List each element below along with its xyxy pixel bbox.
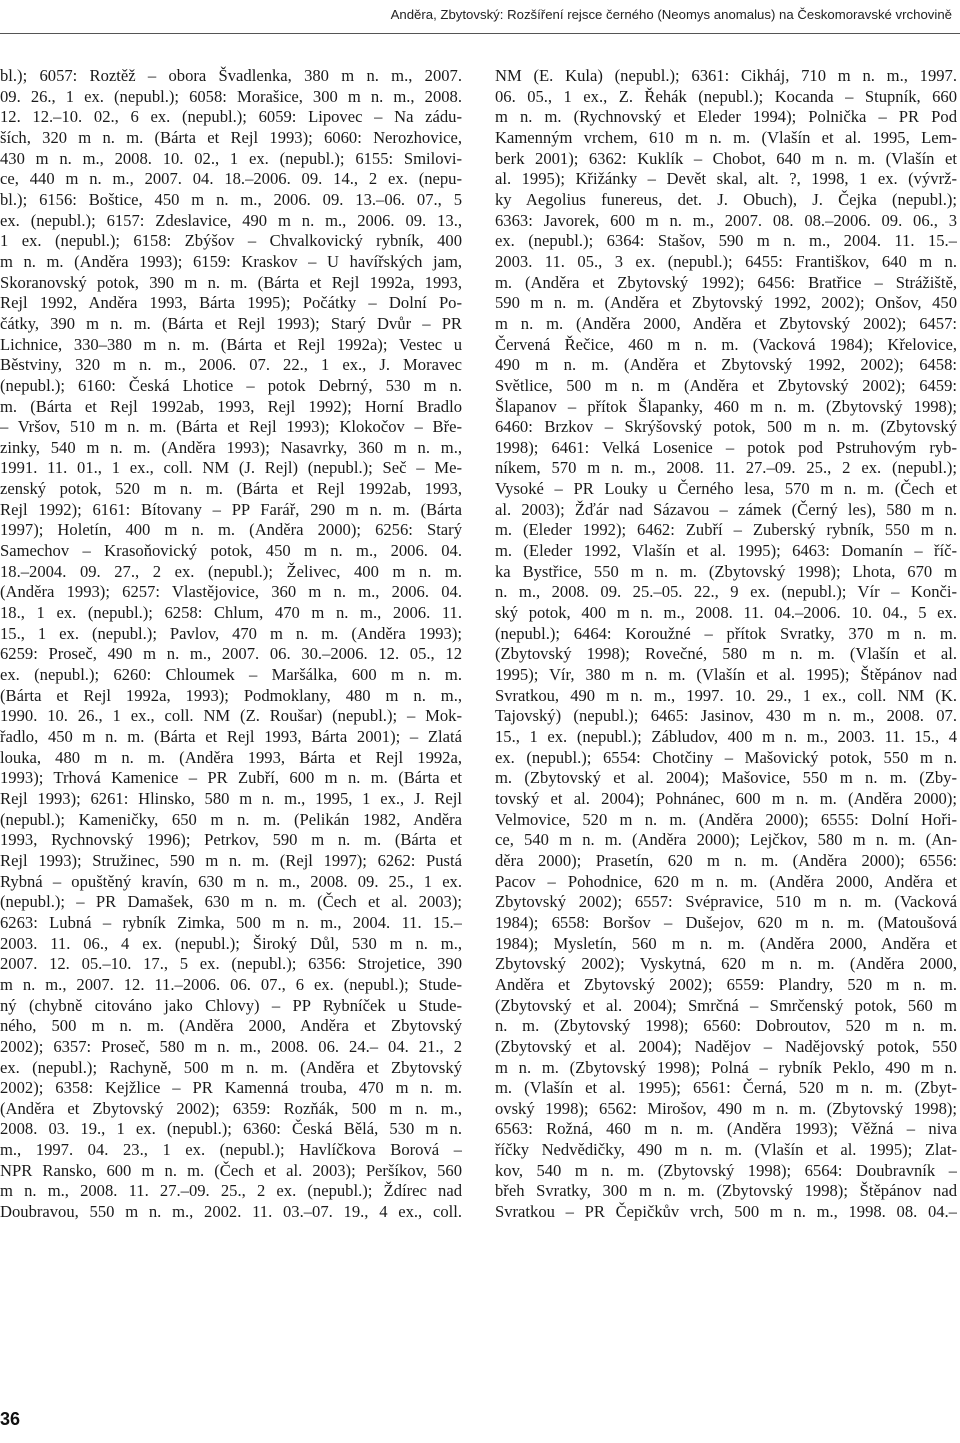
left-column-line: bl.); 6057: Roztěž – obora Švadlenka, 380 m n. m., 2007. bbox=[0, 66, 462, 85]
left-column-line: m n. m. (Anděra 1993); 6159: Kraskov – U havířských jam, bbox=[0, 251, 462, 271]
right-column-line: 6460: Brzkov – Skrýšovský potok, 500 m n. m. (Zbytovský bbox=[495, 417, 957, 437]
right-column-line: tovský et al. 2004); Pohnánec, 600 m n. m. (Anděra 2000); bbox=[495, 788, 957, 808]
left-column-line: 6263: Lubná – rybník Zimka, 500 m n. m., 2004. 11. 15.– bbox=[0, 912, 462, 932]
right-column-line: m. (Vlašín et al. 1995); 6561: Černá, 520 m n. m. (Zbyt- bbox=[495, 1078, 957, 1098]
right-column-line: níkem, 570 m n. m., 2008. 11. 27.–09. 25., 2 ex. (nepubl.); bbox=[495, 458, 957, 478]
left-column-line: zinky, 540 m n. m. (Anděra 1993); Nasavrky, 360 m n. m., bbox=[0, 437, 462, 457]
right-column-line: m n. m. (Rychnovský et Eleder 1994); Polnička – PR Pod bbox=[495, 107, 957, 127]
left-column-line: 15., 1 ex. (nepubl.); Pavlov, 470 m n. m. (Anděra 1993); bbox=[0, 623, 462, 643]
left-column-line: Rejl 1992, Anděra 1993, Bárta 1995); Počátky – Dolní Po- bbox=[0, 293, 462, 313]
right-column-line: Tajovský) (nepubl.); 6465: Jasinov, 430 m n. m., 2008. 07. bbox=[495, 706, 957, 726]
right-column-line: Svratkou, 490 m n. m., 1997. 10. 29., 1 ex., coll. NM (K. bbox=[495, 685, 957, 705]
right-column-line: děra 2000); Prasetín, 620 m n. m. (Anděra 2000); 6556: bbox=[495, 850, 957, 870]
right-column-line: berk 2001); 6362: Kuklík – Chobot, 640 m n. m. (Vlašín et bbox=[495, 148, 957, 168]
right-column-line: 490 m n. m. (Anděra et Zbytovský 1992, 2002); 6458: bbox=[495, 355, 957, 375]
right-column-line: m. (Eleder 1992); 6462: Zubří – Zuberský rybník, 550 m n. bbox=[495, 520, 957, 540]
left-column-line: 2002); 6357: Proseč, 580 m n. m., 2008. 06. 24.– 04. 21., 2 bbox=[0, 1036, 462, 1056]
left-column-line: m n. m., 2008. 11. 27.–09. 25., 2 ex. (nepubl.); Ždírec nad bbox=[0, 1181, 462, 1201]
left-column-line: 1997); Holetín, 400 m n. m. (Anděra 2000); 6256: Starý bbox=[0, 520, 462, 540]
right-column-line: 1984); Mysletín, 560 m n. m. (Anděra 2000, Anděra et bbox=[495, 933, 957, 953]
left-column-line: 18., 1 ex. (nepubl.); 6258: Chlum, 470 m n. m., 2006. 11. bbox=[0, 603, 462, 623]
left-column-line: ších, 320 m n. m. (Bárta et Rejl 1993); 6060: Nerozhovice, bbox=[0, 127, 462, 147]
left-column-line: 18.–2004. 09. 27., 2 ex. (nepubl.); Želivec, 400 m n. m. bbox=[0, 561, 462, 581]
right-column-line: ovský 1998); 6562: Mirošov, 490 m n. m. (Zbytovský 1998); bbox=[495, 1098, 957, 1118]
right-column-line: ky Aegolius funereus, det. J. Obuch), J. Čejka (nepubl.); bbox=[495, 189, 957, 209]
right-column-line: ex. (nepubl.); 6554: Chotčiny – Mašovický potok, 550 m n. bbox=[495, 747, 957, 767]
right-column-line: m. (Eleder 1992, Vlašín et al. 1995); 6463: Domanín – říč- bbox=[495, 541, 957, 561]
left-column-line: 09. 26., 1 ex. (nepubl.); 6058: Morašice, 300 m n. m., 2008. bbox=[0, 86, 462, 106]
right-column-line: Pacov – Pohodnice, 620 m n. m. (Anděra 2000, Anděra et bbox=[495, 871, 957, 891]
right-column-line: Světlice, 500 m n. m (Anděra et Zbytovský 2002); 6459: bbox=[495, 375, 957, 395]
right-column-line: ce, 540 m n. m. (Anděra 2000); Lejčkov, 580 m n. m. (An- bbox=[495, 830, 957, 850]
running-header: Anděra, Zbytovský: Rozšíření rejsce černého (Neomys anomalus) na Českomoravské vrchovině bbox=[390, 7, 952, 22]
left-column-line: (nepubl.); 6160: Česká Lhotice – potok Debrný, 530 m n. bbox=[0, 375, 462, 395]
left-column bbox=[0, 66, 462, 1223]
right-column-line: al. 1995); Křižánky – Devět skal, alt. ?, 1998, 1 ex. (vývrž- bbox=[495, 169, 957, 189]
left-column-line: 430 m n. m., 2008. 10. 02., 1 ex. (nepubl.); 6155: Smilovi- bbox=[0, 148, 462, 168]
right-column-line: NM (E. Kula) (nepubl.); 6361: Cikháj, 710 m n. m., 1997. bbox=[495, 66, 957, 85]
left-column-line: Samechov – Krasoňovický potok, 450 m n. m., 2006. 04. bbox=[0, 541, 462, 561]
right-column-line: Velmovice, 520 m n. m. (Anděra 2000); 6555: Dolní Hoři- bbox=[495, 809, 957, 829]
right-column-line: m n. m. (Anděra 2000, Anděra et Zbytovský 2002); 6457: bbox=[495, 313, 957, 333]
right-column-line: m n. m. (Zbytovský 1998); Polná – rybník Peklo, 490 m n. bbox=[495, 1057, 957, 1077]
left-column-line: 2003. 11. 06., 4 ex. (nepubl.); Široký Důl, 530 m n. m., bbox=[0, 933, 462, 953]
right-column-line: 1995); Vír, 380 m n. m. (Vlašín et al. 1995); Štěpánov nad bbox=[495, 665, 957, 685]
right-column-line: ka Bystřice, 550 m n. m. (Zbytovský 1998); Lhota, 670 m bbox=[495, 561, 957, 581]
right-column-line: 1998); 6461: Velká Losenice – potok pod Pstruhovým ryb- bbox=[495, 437, 957, 457]
left-column-line: Skoranovský potok, 390 m n. m. (Bárta et Rejl 1992a, 1993, bbox=[0, 272, 462, 292]
right-column-line: 6563: Rožná, 460 m n. m. (Anděra 1993); Věžná – niva bbox=[495, 1119, 957, 1139]
right-column-line: n. m., 2008. 09. 25.–05. 22., 9 ex. (nepubl.); Vír – Konči- bbox=[495, 582, 957, 602]
page-number: 36 bbox=[0, 1409, 21, 1429]
right-column-line: břeh Svratky, 300 m n. m. (Zbytovský 1998); Štěpánov nad bbox=[495, 1181, 957, 1201]
right-column-line: (Zbytovský et al. 2004); Smrčná – Smrčenský potok, 560 m bbox=[495, 995, 957, 1015]
right-column-line: říčky Nedvědičky, 490 m n. m. (Vlašín et al. 1995); Zlat- bbox=[495, 1140, 957, 1160]
right-column-line: 590 m n. m. (Anděra et Zbytovský 1992, 2002); Onšov, 450 bbox=[495, 293, 957, 313]
right-column-line: Šlapanov – přítok Šlapanky, 460 m n. m. (Zbytovský 1998); bbox=[495, 396, 957, 416]
left-column-line: (nepubl.); – PR Damašek, 630 m n. m. (Čech et al. 2003); bbox=[0, 892, 462, 912]
left-column-line: (Anděra et Zbytovský 2002); 6359: Rozňák, 500 m n. m., bbox=[0, 1098, 462, 1118]
left-column-line: m. (Bárta et Rejl 1992ab, 1993, Rejl 1992); Horní Bradlo bbox=[0, 396, 462, 416]
left-column-line: Rejl 1993); Stružinec, 590 m n. m. (Rejl 1997); 6262: Pustá bbox=[0, 850, 462, 870]
left-column-line: 1 ex. (nepubl.); 6158: Zbýšov – Chvalkovický rybník, 400 bbox=[0, 231, 462, 251]
left-column-line: 1991. 11. 01., 1 ex., coll. NM (J. Rejl) (nepubl.); Seč – Me- bbox=[0, 458, 462, 478]
left-column-line: ex. (nepubl.); 6157: Zdeslavice, 490 m n. m., 2006. 09. 13., bbox=[0, 210, 462, 230]
right-column-line: Vysoké – PR Louky u Černého lesa, 570 m n. m. (Čech et bbox=[495, 479, 957, 499]
right-column-line: 6363: Javorek, 600 m n. m., 2007. 08. 08.–2006. 09. 06., 3 bbox=[495, 210, 957, 230]
left-column-line: 12. 12.–10. 02., 6 ex. (nepubl.); 6059: Lipovec – Na zádu- bbox=[0, 107, 462, 127]
right-column-line: Zbytovský 2002); 6557: Svépravice, 510 m n. m. (Vacková bbox=[495, 892, 957, 912]
left-column-line: ný (chybně citováno jako Chlovy) – PP Rybníček u Stude- bbox=[0, 995, 462, 1015]
left-column-line: zenský potok, 520 m n. m. (Bárta et Rejl 1992ab, 1993, bbox=[0, 479, 462, 499]
left-column-line: (Bárta et Rejl 1992a, 1993); Podmoklany, 480 m n. m., bbox=[0, 685, 462, 705]
left-column-line: řadlo, 450 m n. m. (Bárta et Rejl 1993, Bárta 2001); – Zlatá bbox=[0, 727, 462, 746]
right-column-line: (Zbytovský 1998); Rovečné, 580 m n. m. (Vlašín et al. bbox=[495, 644, 957, 664]
right-column bbox=[495, 66, 957, 1223]
right-column-line: Zbytovský 2002); Vyskytná, 620 m n. m. (Anděra 2000, bbox=[495, 954, 957, 974]
left-column-line: ex. (nepubl.); Rachyně, 500 m n. m. (Anděra et Zbytovský bbox=[0, 1057, 462, 1077]
left-column-line: ného, 500 m n. m. (Anděra 2000, Anděra et Zbytovský bbox=[0, 1016, 462, 1036]
left-column-line: Rybná – opuštěný kravín, 630 m n. m., 2008. 09. 25., 1 ex. bbox=[0, 871, 462, 891]
left-column-line: Rejl 1992); 6161: Bítovany – PP Farář, 290 m n. m. (Bárta bbox=[0, 499, 462, 519]
right-column-line: al. 2003); Žďár nad Sázavou – zámek (Černý les), 580 m n. bbox=[495, 499, 957, 519]
left-column-line: Lichnice, 330–380 m n. m. (Bárta et Rejl 1992a); Vestec u bbox=[0, 334, 462, 354]
left-column-line: 2008. 03. 19., 1 ex. (nepubl.); 6360: Česká Bělá, 530 m n. bbox=[0, 1119, 462, 1139]
left-column-line: 1993); Trhová Kamenice – PR Zubří, 600 m n. m. (Bárta et bbox=[0, 768, 462, 788]
right-column-line: (nepubl.); 6464: Koroužné – přítok Svratky, 370 m n. m. bbox=[495, 623, 957, 643]
right-column-line: 2003. 11. 05., 3 ex. (nepubl.); 6455: Františkov, 640 m n. bbox=[495, 251, 957, 271]
right-column-line: kov, 540 m n. m. (Zbytovský 1998); 6564: Doubravník – bbox=[495, 1160, 957, 1180]
right-column-line: ský potok, 400 m n. m., 2008. 11. 04.–2006. 10. 04., 5 ex. bbox=[495, 603, 957, 623]
left-column-line: (nepubl.); Kameničky, 650 m n. m. (Pelikán 1982, Anděra bbox=[0, 809, 462, 829]
right-column-line: 06. 05., 1 ex., Z. Řehák (nepubl.); Kocanda – Stupník, 660 bbox=[495, 86, 957, 106]
right-column-line: ex. (nepubl.); 6364: Stašov, 590 m n. m., 2004. 11. 15.– bbox=[495, 231, 957, 251]
left-column-line: ce, 440 m n. m., 2007. 04. 18.–2006. 09. 14., 2 ex. (nepu- bbox=[0, 169, 462, 189]
right-column-line: Svratkou – PR Čepičkův vrch, 500 m n. m., 1998. 08. 04.– bbox=[495, 1202, 957, 1222]
right-column-line: 15., 1 ex. (nepubl.); Zábludov, 400 m n. m., 2003. 11. 15., 4 bbox=[495, 727, 957, 746]
left-column-line: m., 1997. 04. 23., 1 ex. (nepubl.); Havlíčkova Borová – bbox=[0, 1140, 462, 1160]
left-column-line: Rejl 1993); 6261: Hlinsko, 580 m n. m., 1995, 1 ex., J. Rejl bbox=[0, 788, 462, 808]
right-column-line: (Zbytovský et al. 2004); Nadějov – Nadějovský potok, 550 bbox=[495, 1036, 957, 1056]
right-column-line: Anděra et Zbytovský 2002); 6559: Plandry, 520 m n. m. bbox=[495, 974, 957, 994]
left-column-line: – Vršov, 510 m n. m. (Bárta et Rejl 1993); Klokočov – Bře- bbox=[0, 417, 462, 437]
left-column-line: čátky, 390 m n. m. (Bárta et Rejl 1993); Starý Dvůr – PR bbox=[0, 313, 462, 333]
left-column-line: (Anděra 1993); 6257: Vlastějovice, 360 m n. m., 2006. 04. bbox=[0, 582, 462, 602]
left-column-line: NPR Ransko, 600 m n. m. (Čech et al. 2003); Peršíkov, 560 bbox=[0, 1160, 462, 1180]
left-column-line: louka, 480 m n. m. (Anděra 1993, Bárta et Rejl 1992a, bbox=[0, 747, 462, 767]
header-rule bbox=[0, 33, 960, 34]
left-column-line: ex. (nepubl.); 6260: Chloumek – Maršálka, 600 m n. m. bbox=[0, 665, 462, 685]
right-column-line: Červená Řečice, 460 m n. m. (Vacková 1984); Křelovice, bbox=[495, 334, 957, 354]
right-column-line: Kamenným vrchem, 610 m n. m. (Vlašín et al. 1995, Lem- bbox=[495, 127, 957, 147]
left-column-line: m n. m., 2007. 12. 11.–2006. 06. 07., 6 ex. (nepubl.); Stude- bbox=[0, 974, 462, 994]
left-column-line: Běstviny, 320 m n. m., 2006. 07. 22., 1 ex., J. Moravec bbox=[0, 355, 462, 375]
right-column-line: m. (Zbytovský et al. 2004); Mašovice, 550 m n. m. (Zby- bbox=[495, 768, 957, 788]
left-column-line: 1993, Rychnovský 1996); Petrkov, 590 m n. m. (Bárta et bbox=[0, 830, 462, 850]
right-column-line: m. (Anděra et Zbytovský 1992); 6456: Bratřice – Strážiště, bbox=[495, 272, 957, 292]
left-column-line: Doubravou, 550 m n. m., 2002. 11. 03.–07. 19., 4 ex., coll. bbox=[0, 1202, 462, 1222]
left-column-line: 2007. 12. 05.–10. 17., 5 ex. (nepubl.); 6356: Strojetice, 390 bbox=[0, 954, 462, 974]
left-column-line: bl.); 6156: Boštice, 450 m n. m., 2006. 09. 13.–06. 07., 5 bbox=[0, 189, 462, 209]
right-column-line: n. m. (Zbytovský 1998); 6560: Dobroutov, 520 m n. m. bbox=[495, 1016, 957, 1036]
left-column-line: 1990. 10. 26., 1 ex., coll. NM (Z. Roušar) (nepubl.); – Mok- bbox=[0, 706, 462, 726]
left-column-line: 2002); 6358: Kejžlice – PR Kamenná trouba, 470 m n. m. bbox=[0, 1078, 462, 1098]
right-column-line: 1984); 6558: Boršov – Dušejov, 620 m n. m. (Matoušová bbox=[495, 912, 957, 932]
left-column-line: 6259: Proseč, 490 m n. m., 2007. 06. 30.–2006. 12. 05., 12 bbox=[0, 644, 462, 664]
